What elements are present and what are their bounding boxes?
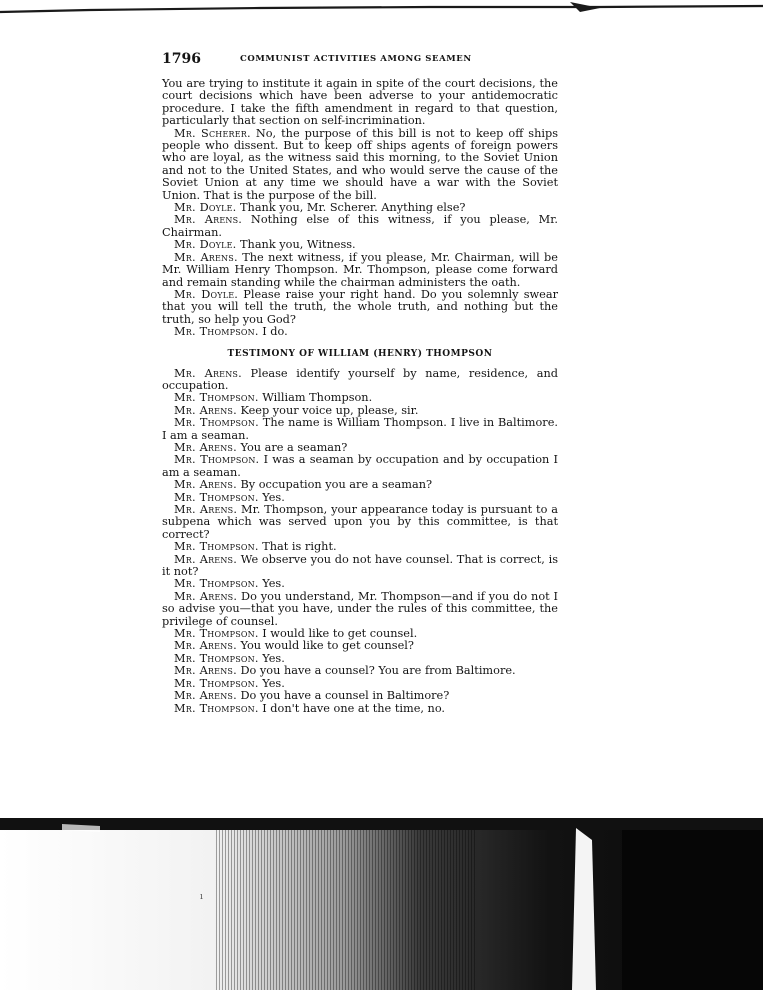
page-number: 1796 [162, 51, 201, 67]
testimony-body [162, 368, 558, 715]
paragraph-text: You are trying to institute it again in spite of the court decisions, the court decisions which have been adverse to your antidemocratic procedure. I take the fifth amendment in regard to that question, particularly that section on self-incrimination. [162, 77, 558, 128]
transcript-paragraph [162, 504, 558, 541]
paragraph-text: Nothing else of this witness, if you please, Mr. Chairman. [162, 213, 558, 239]
paragraph-text: Yes. [258, 651, 285, 665]
paragraph-text: Please identify yourself by name, residence, and occupation. [162, 366, 558, 392]
speaker-name: Mr. Arens. [174, 689, 237, 703]
speaker-name: Mr. Thompson. [174, 577, 259, 591]
speaker-name: Mr. Thompson. [174, 701, 259, 715]
paragraph-text: That is right. [258, 540, 337, 554]
paragraph-text: Do you understand, Mr. Thompson—and if you do not I so advise you—that you have, under the rules of this committee, the privilege of counsel. [162, 589, 559, 628]
paragraph-text: I do. [258, 325, 288, 339]
paragraph-text: Thank you, Mr. Scherer. Anything else? [236, 201, 466, 215]
speaker-name: Mr. Scherer. [174, 126, 251, 140]
transcript-paragraph [162, 368, 558, 393]
speaker-name: Mr. Arens. [174, 403, 237, 417]
transcript-paragraph [162, 417, 558, 442]
paragraph-text: Yes. [258, 577, 285, 591]
paragraph-text: Do you have a counsel? You are from Baltimore. [236, 664, 516, 678]
paragraph-text: I would like to get counsel. [258, 627, 418, 641]
speaker-name: Mr. Arens. [174, 589, 238, 603]
transcript-paragraph [162, 128, 558, 202]
transcript-paragraph [162, 554, 558, 579]
paragraph-text: Yes. [258, 676, 285, 690]
running-head: COMMUNIST ACTIVITIES AMONG SEAMEN [240, 54, 472, 64]
speaker-name: Mr. Thompson. [174, 325, 259, 339]
speaker-name: Mr. Thompson. [174, 490, 259, 504]
top-edge-rule [0, 0, 763, 16]
transcript-paragraph [162, 454, 558, 479]
paragraph-text: Mr. Thompson, your appearance today is pursuant to a subpena which was served upon you by this committee, is that correct? [162, 503, 558, 541]
transcript-paragraph [162, 214, 558, 239]
page-header [162, 52, 558, 70]
paragraph-text: Thank you, Witness. [236, 238, 356, 252]
transcript-paragraph [162, 326, 558, 338]
paragraph-text: Please raise your right hand. Do you solemnly swear that you will tell the truth, the whole truth, and nothing but the truth, so help you God? [162, 287, 558, 326]
paragraph-text: The next witness, if you please, Mr. Chairman, will be Mr. William Henry Thompson. Mr. Thompson, please come forward and remain standing while the chairman administers the oath. [162, 250, 558, 289]
paragraph-text: Yes. [258, 490, 285, 504]
speaker-name: Mr. Doyle. [174, 287, 239, 301]
speaker-name: Mr. Arens. [174, 552, 238, 566]
transcript-paragraph [162, 591, 558, 628]
speaker-name: Mr. Thompson. [174, 416, 259, 430]
speaker-name: Mr. Arens. [174, 503, 238, 516]
speaker-name: Mr. Arens. [174, 664, 237, 678]
paragraph-text: By occupation you are a seaman? [236, 478, 433, 492]
speaker-name: Mr. Arens. [174, 366, 242, 380]
transcript-paragraph [162, 703, 558, 715]
paragraph-text: Do you have a counsel in Baltimore? [236, 689, 450, 703]
speaker-name: Mr. Arens. [174, 250, 238, 264]
transcript-paragraph [162, 289, 558, 326]
speaker-name: Mr. Thompson. [174, 651, 259, 665]
speaker-name: Mr. Thompson. [174, 540, 259, 554]
speaker-name: Mr. Doyle. [174, 238, 237, 252]
paragraph-text: You are a seaman? [236, 440, 348, 454]
speaker-name: Mr. Doyle. [174, 201, 237, 215]
section-heading: TESTIMONY OF WILLIAM (HENRY) THOMPSON [227, 348, 493, 359]
speaker-name: Mr. Thompson. [174, 627, 259, 641]
speaker-name: Mr. Arens. [174, 478, 237, 492]
paragraph-text: No, the purpose of this bill is not to keep off ships people who dissent. But to keep off ships agents of foreign powers who are loyal, as the witness said this morning, to the Soviet Union and not to the United States, and who would serve the cause of the Soviet Union at any time we should have a war with the Soviet Union. That is the purpose of the bill. [162, 126, 559, 202]
transcript-paragraph [162, 252, 558, 289]
paragraph-text: Keep your voice up, please, sir. [236, 403, 419, 417]
speaker-name: Mr. Thompson. [174, 676, 259, 690]
paragraph-text: I was a seaman by occupation and by occupation I am a seaman. [162, 453, 558, 479]
paragraph-text: The name is William Thompson. I live in Baltimore. I am a seaman. [162, 416, 558, 442]
paragraph-text: William Thompson. [258, 391, 373, 405]
speaker-name: Mr. Arens. [174, 440, 237, 454]
speaker-name: Mr. Thompson. [174, 391, 259, 405]
speaker-name: Mr. Arens. [174, 213, 243, 227]
paragraph-text: I don't have one at the time, no. [258, 701, 446, 715]
transcript-paragraph [162, 78, 558, 128]
speaker-name: Mr. Arens. [174, 639, 237, 653]
paragraph-text: You would like to get counsel? [236, 639, 414, 653]
scan-binding-band [0, 818, 763, 990]
scan-mark: ı [200, 892, 203, 902]
speaker-name: Mr. Thompson. [174, 453, 260, 467]
left-body [162, 78, 558, 339]
paragraph-text: We observe you do not have counsel. That is correct, is it not? [162, 552, 558, 579]
left-page [162, 52, 558, 715]
